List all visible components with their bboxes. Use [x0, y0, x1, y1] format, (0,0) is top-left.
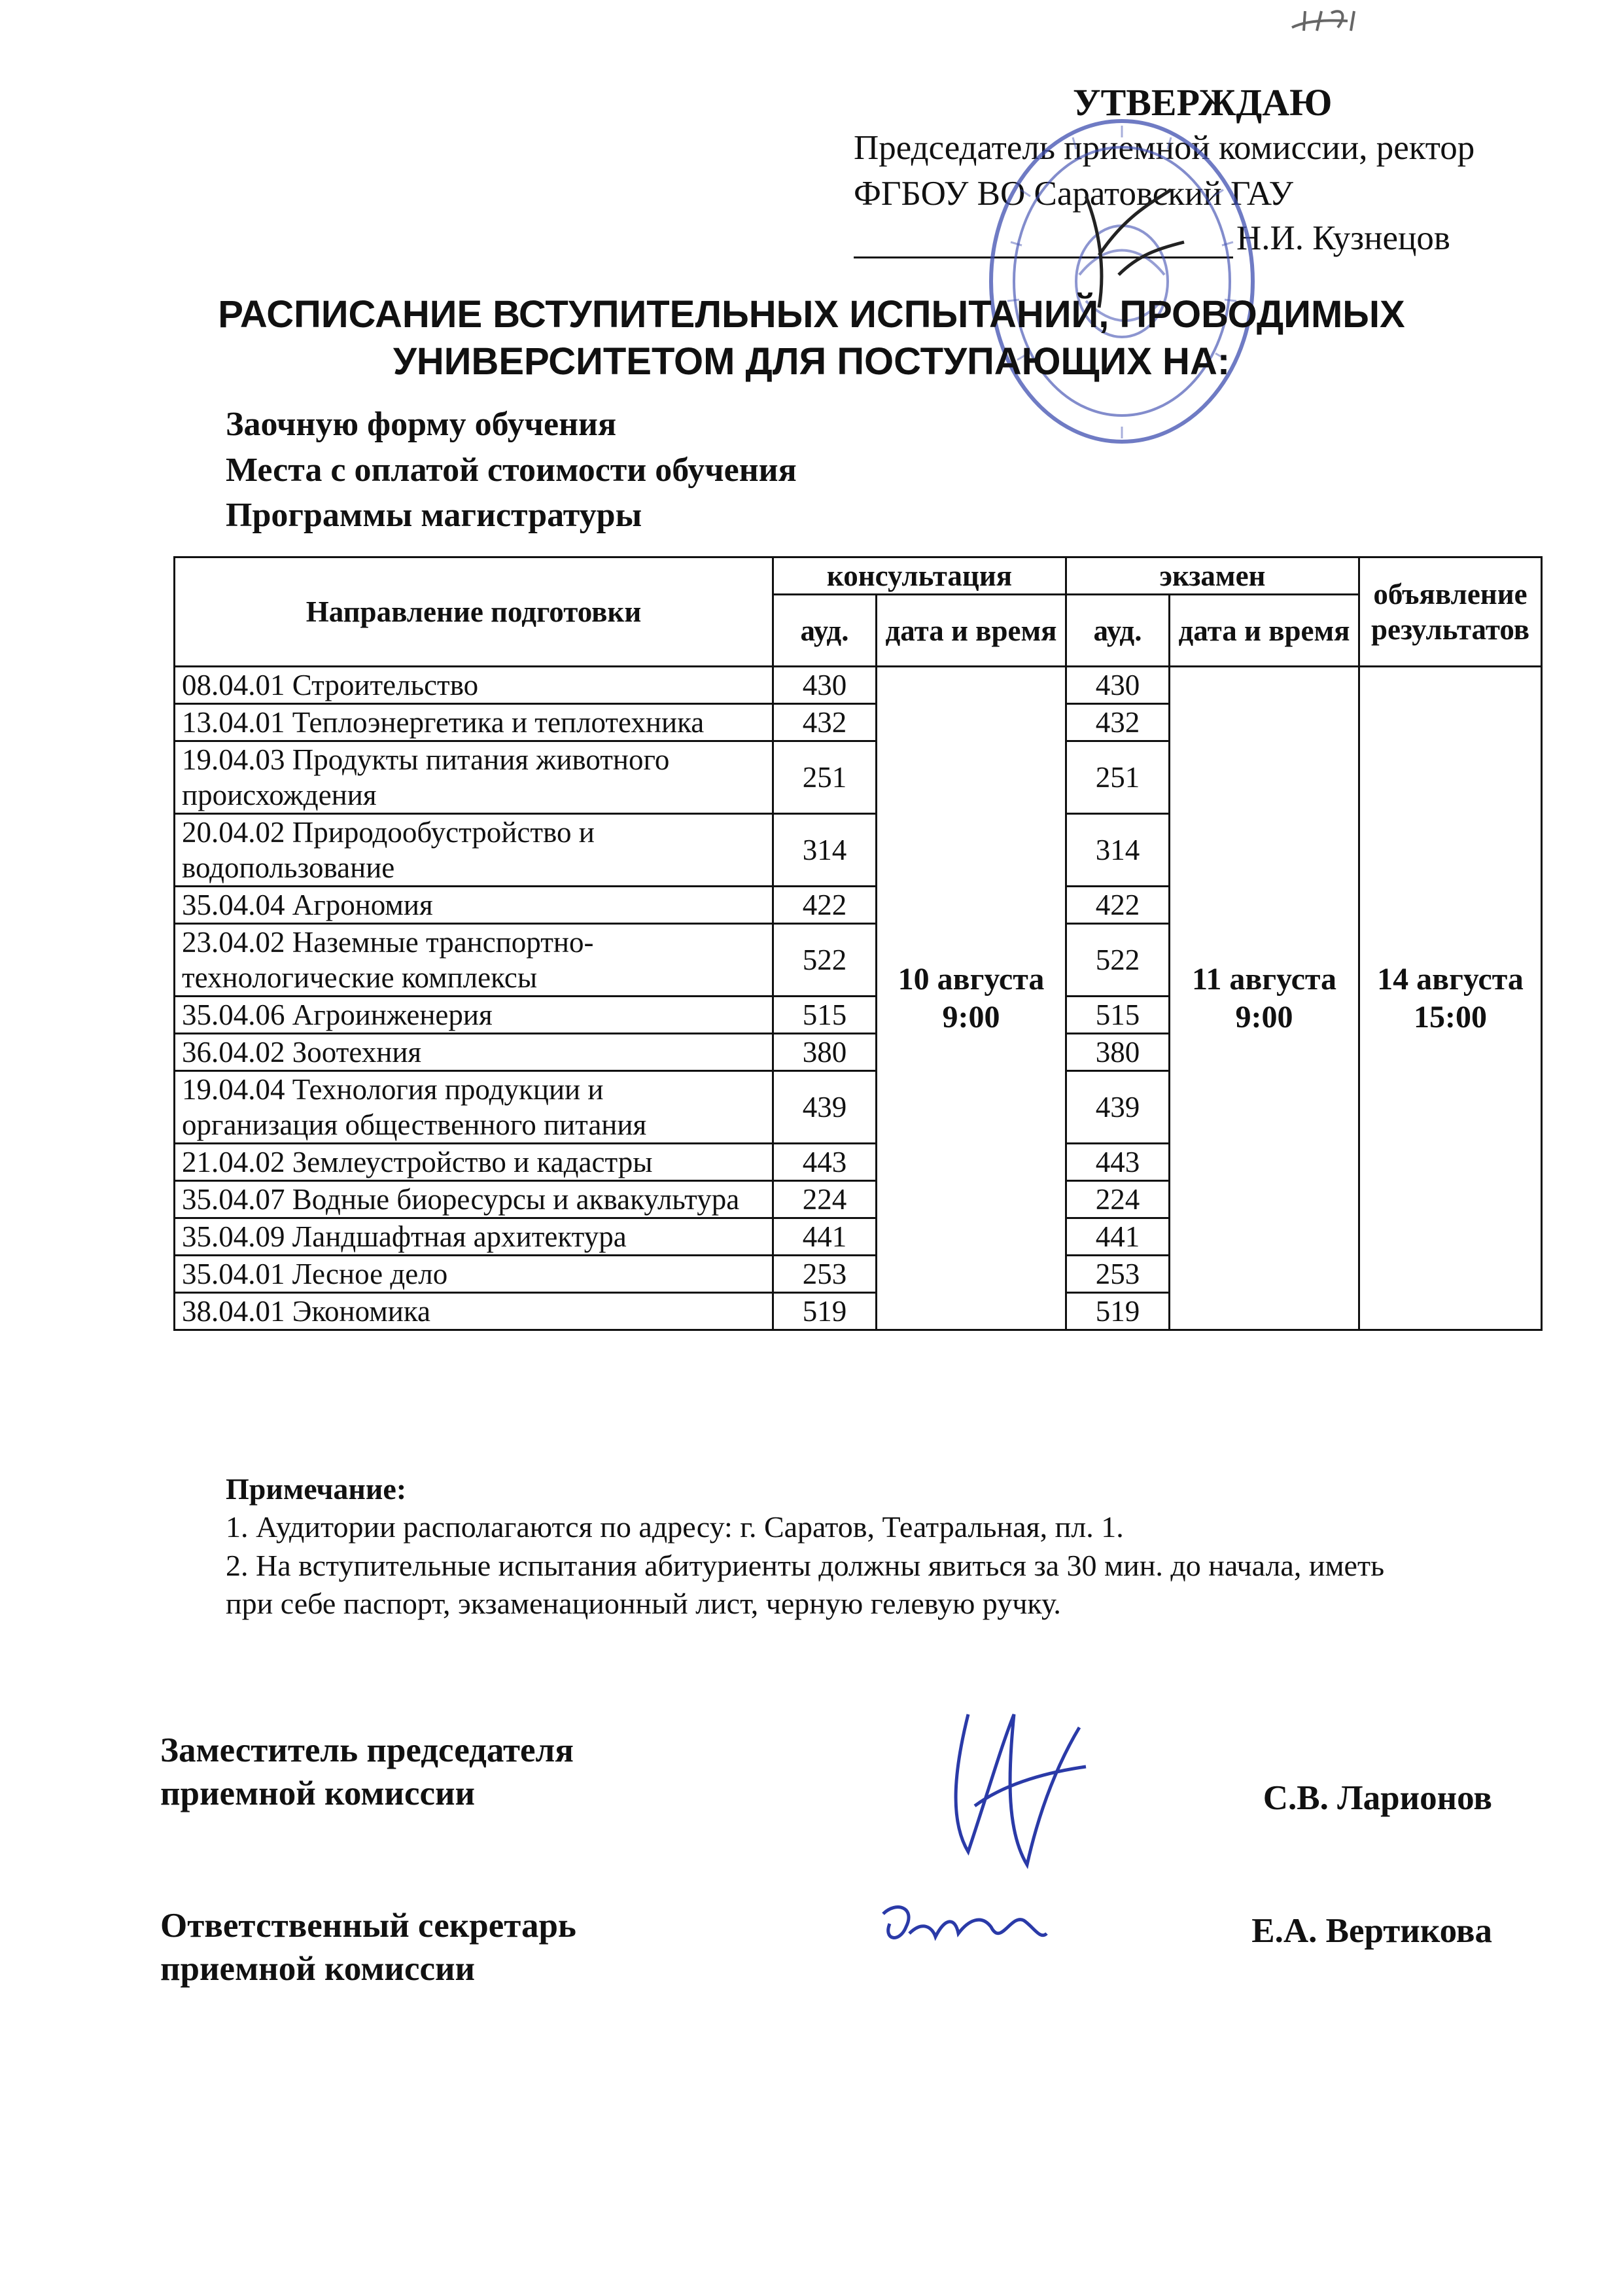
document-title-line2: УНИВЕРСИТЕТОМ ДЛЯ ПОСТУПАЮЩИХ НА:	[393, 340, 1230, 383]
direction-cell: 20.04.02 Природообустройство и водопользование	[175, 814, 773, 887]
header-direction: Направление подготовки	[175, 557, 773, 667]
note-arrival: 2. На вступительные испытания абитуриенты должны явиться за 30 мин. до начала, иметь	[226, 1549, 1385, 1582]
consultation-room-cell: 380	[773, 1034, 877, 1071]
exam-datetime-cell: 11 августа 9:00	[1170, 667, 1359, 1330]
consultation-room-cell: 441	[773, 1218, 877, 1256]
exam-room-cell: 422	[1066, 887, 1170, 924]
handwritten-page-mark-icon	[1285, 1, 1377, 41]
exam-schedule-table	[173, 556, 1543, 1331]
consultation-datetime-cell: 10 августа 9:00	[877, 667, 1066, 1330]
signatory-role	[160, 1904, 814, 1990]
consultation-room-cell: 519	[773, 1293, 877, 1330]
direction-cell: 38.04.01 Экономика	[175, 1293, 773, 1330]
consultation-room-cell: 253	[773, 1256, 877, 1293]
signatory-name: С.В. Ларионов	[1263, 1779, 1492, 1817]
direction-cell: 21.04.02 Землеустройство и кадастры	[175, 1144, 773, 1181]
consultation-room-cell: 432	[773, 704, 877, 741]
signatory-role	[160, 1729, 814, 1815]
approval-title: УТВЕРЖДАЮ	[1073, 81, 1333, 124]
notes-title: Примечание:	[226, 1472, 407, 1506]
exam-room-cell: 380	[1066, 1034, 1170, 1071]
exam-room-cell: 441	[1066, 1218, 1170, 1256]
deputy-signature-icon	[929, 1688, 1099, 1884]
note-address: 1. Аудитории располагаются по адресу: г. Саратов, Театральная, пл. 1.	[226, 1510, 1124, 1544]
exam-room-cell: 519	[1066, 1293, 1170, 1330]
consultation-room-cell: 422	[773, 887, 877, 924]
exam-room-cell: 443	[1066, 1144, 1170, 1181]
consultation-room-cell: 251	[773, 741, 877, 814]
consultation-room-cell: 439	[773, 1071, 877, 1144]
exam-room-cell: 515	[1066, 997, 1170, 1034]
consultation-room-cell: 522	[773, 924, 877, 997]
header-exam: экзамен	[1066, 557, 1359, 595]
signatory-role-line2: приемной комиссии	[160, 1950, 476, 1988]
direction-cell: 35.04.06 Агроинженерия	[175, 997, 773, 1034]
header-results: объявление результатов	[1359, 557, 1542, 667]
approval-position: Председатель приемной комиссии, ректор	[854, 129, 1475, 167]
approval-name: Н.И. Кузнецов	[1236, 219, 1450, 257]
header-consultation-datetime: дата и время	[877, 595, 1066, 667]
exam-room-cell: 314	[1066, 814, 1170, 887]
header-consultation-room: ауд.	[773, 595, 877, 667]
consultation-room-cell: 515	[773, 997, 877, 1034]
document-title-line1: РАСПИСАНИЕ ВСТУПИТЕЛЬНЫХ ИСПЫТАНИЙ, ПРОВОДИМЫХ	[218, 293, 1405, 336]
direction-cell: 19.04.03 Продукты питания животного происхождения	[175, 741, 773, 814]
direction-cell: 35.04.04 Агрономия	[175, 887, 773, 924]
signatory-role-line1: Заместитель председателя	[160, 1731, 574, 1769]
exam-room-cell: 522	[1066, 924, 1170, 997]
header-exam-datetime: дата и время	[1170, 595, 1359, 667]
document-title	[0, 291, 1623, 385]
signatory-role-line1: Ответственный секретарь	[160, 1907, 576, 1945]
direction-cell: 19.04.04 Технология продукции и организация общественного питания	[175, 1071, 773, 1144]
signatory-name: Е.А. Вертикова	[1251, 1912, 1492, 1950]
note-arrival-continued: при себе паспорт, экзаменационный лист, черную гелевую ручку.	[226, 1587, 1061, 1620]
category-program-level: Программы магистратуры	[226, 497, 642, 534]
direction-cell: 13.04.01 Теплоэнергетика и теплотехника	[175, 704, 773, 741]
consultation-room-cell: 224	[773, 1181, 877, 1218]
consultation-room-cell: 443	[773, 1144, 877, 1181]
signatory-role-line2: приемной комиссии	[160, 1775, 476, 1812]
category-paid-places: Места с оплатой стоимости обучения	[226, 451, 797, 489]
direction-cell: 35.04.07 Водные биоресурсы и аквакультура	[175, 1181, 773, 1218]
exam-room-cell: 430	[1066, 667, 1170, 704]
table-row	[175, 667, 1542, 704]
exam-room-cell: 251	[1066, 741, 1170, 814]
direction-cell: 36.04.02 Зоотехния	[175, 1034, 773, 1071]
consultation-room-cell: 430	[773, 667, 877, 704]
results-datetime-cell: 14 августа 15:00	[1359, 667, 1542, 1330]
header-consultation: консультация	[773, 557, 1066, 595]
consultation-room-cell: 314	[773, 814, 877, 887]
category-study-form: Заочную форму обучения	[226, 406, 617, 443]
exam-room-cell: 253	[1066, 1256, 1170, 1293]
exam-room-cell: 432	[1066, 704, 1170, 741]
approval-organization: ФГБОУ ВО Саратовский ГАУ	[854, 175, 1293, 213]
direction-cell: 23.04.02 Наземные транспортно-технологические комплексы	[175, 924, 773, 997]
header-exam-room: ауд.	[1066, 595, 1170, 667]
direction-cell: 35.04.09 Ландшафтная архитектура	[175, 1218, 773, 1256]
exam-room-cell: 439	[1066, 1071, 1170, 1144]
exam-room-cell: 224	[1066, 1181, 1170, 1218]
secretary-signature-icon	[870, 1888, 1053, 1966]
direction-cell: 35.04.01 Лесное дело	[175, 1256, 773, 1293]
direction-cell: 08.04.01 Строительство	[175, 667, 773, 704]
